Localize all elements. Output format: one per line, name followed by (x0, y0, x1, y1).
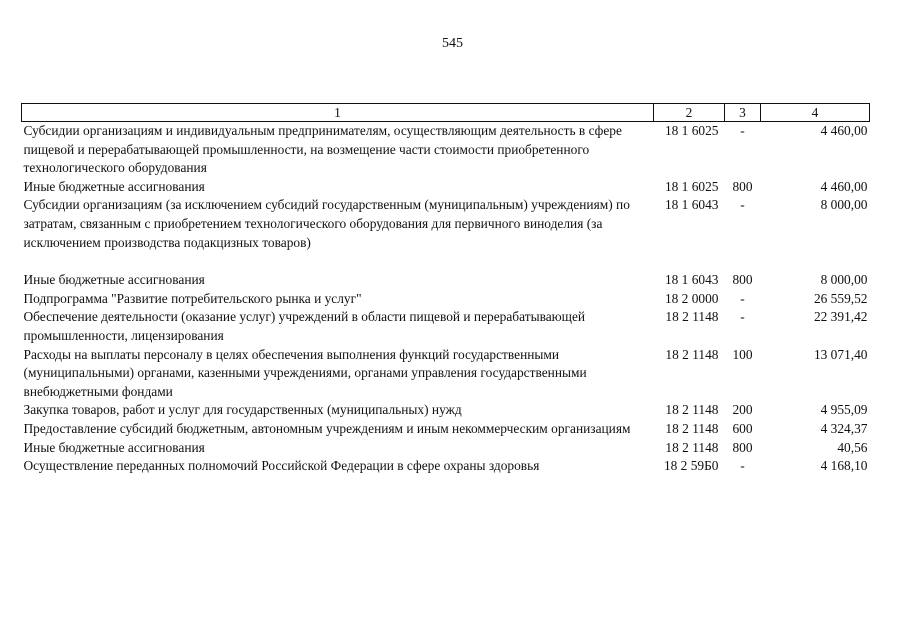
row-amount: 26 559,52 (813, 290, 868, 306)
row-amount: 4 955,09 (820, 402, 868, 418)
row-type: 100 (732, 346, 753, 362)
row-type: - (740, 197, 745, 213)
row-code: 18 2 0000 (664, 290, 719, 306)
header-col-2: 2 (654, 104, 725, 122)
row-name: Подпрограмма "Развитие потребительского рынка и услуг" (23, 290, 362, 306)
row-type: 800 (732, 439, 753, 455)
row-name: Обеспечение деятельности (оказание услуг) учреждений в области пищевой и перерабатывающей промышленности, лицензирования (23, 309, 586, 343)
spacer-cell (22, 252, 870, 271)
row-amount: 8 000,00 (820, 197, 868, 213)
table-row (22, 178, 870, 197)
row-name: Иные бюджетные ассигнования (23, 178, 205, 194)
row-amount: 13 071,40 (813, 346, 868, 362)
row-code: 18 2 1148 (665, 439, 719, 455)
row-type: - (740, 458, 745, 474)
row-amount: 40,56 (837, 439, 868, 455)
row-type: 800 (732, 178, 753, 194)
table-row (22, 420, 870, 439)
row-type: - (740, 123, 745, 138)
table-row (22, 196, 870, 252)
table-row (22, 439, 870, 458)
row-name: Иные бюджетные ассигнования (23, 439, 205, 455)
row-amount: 4 324,37 (820, 420, 868, 436)
table-row (22, 346, 870, 402)
row-amount: 4 168,10 (820, 458, 868, 474)
table-row (22, 122, 870, 178)
spacer-row (22, 252, 870, 271)
row-type: - (740, 290, 745, 306)
row-name: Предоставление субсидий бюджетным, автономным учреждениям и иным некоммерческим организациям (23, 420, 631, 436)
row-type: 200 (732, 402, 753, 418)
row-name: Субсидии организациям и индивидуальным предпринимателям, осуществляющим деятельность в сфере пищевой и перерабатывающей промышленности, на возмещение части стоимости приобретенного технологического оборудования (23, 123, 622, 176)
row-name: Иные бюджетные ассигнования (23, 272, 205, 288)
header-col-3: 3 (725, 104, 761, 122)
row-code: 18 2 59Б0 (663, 458, 719, 474)
row-code: 18 2 1148 (665, 402, 719, 418)
row-name: Закупка товаров, работ и услуг для государственных (муниципальных) нужд (23, 402, 462, 418)
row-type: 800 (732, 272, 753, 288)
table-row (22, 401, 870, 420)
row-amount: 22 391,42 (813, 309, 868, 325)
row-type: - (740, 309, 745, 325)
table-row (22, 457, 870, 476)
header-col-1: 1 (22, 104, 654, 122)
row-code: 18 1 6025 (664, 178, 719, 194)
row-code: 18 1 6043 (664, 197, 719, 213)
table-row (22, 308, 870, 345)
row-code: 18 2 1148 (665, 420, 719, 436)
row-code: 18 1 6025 (664, 123, 719, 138)
row-name: Расходы на выплаты персоналу в целях обеспечения выполнения функций государственными (муниципальными) органами, казенными учреждениями, органами управления государственными внебюджетными фондами (23, 346, 587, 399)
table-row (22, 290, 870, 309)
header-col-4: 4 (761, 104, 870, 122)
row-amount: 4 460,00 (820, 123, 868, 138)
row-name: Осуществление переданных полномочий Российской Федерации в сфере охраны здоровья (23, 458, 540, 474)
table-row (22, 271, 870, 290)
row-code: 18 1 6043 (664, 272, 719, 288)
row-name: Субсидии организациям (за исключением субсидий государственным (муниципальным) учреждениям) по затратам, связанным с приобретением технологического оборудования для первичного виноделия (за исключением производства подакцизных товаров) (23, 197, 630, 250)
row-amount: 8 000,00 (820, 272, 868, 288)
row-type: 600 (732, 420, 753, 436)
row-code: 18 2 1148 (665, 309, 719, 325)
row-amount: 4 460,00 (820, 178, 868, 194)
page-number: 545 (442, 36, 463, 51)
row-code: 18 2 1148 (665, 346, 719, 362)
budget-table (21, 103, 870, 476)
table-header-row (22, 104, 870, 122)
